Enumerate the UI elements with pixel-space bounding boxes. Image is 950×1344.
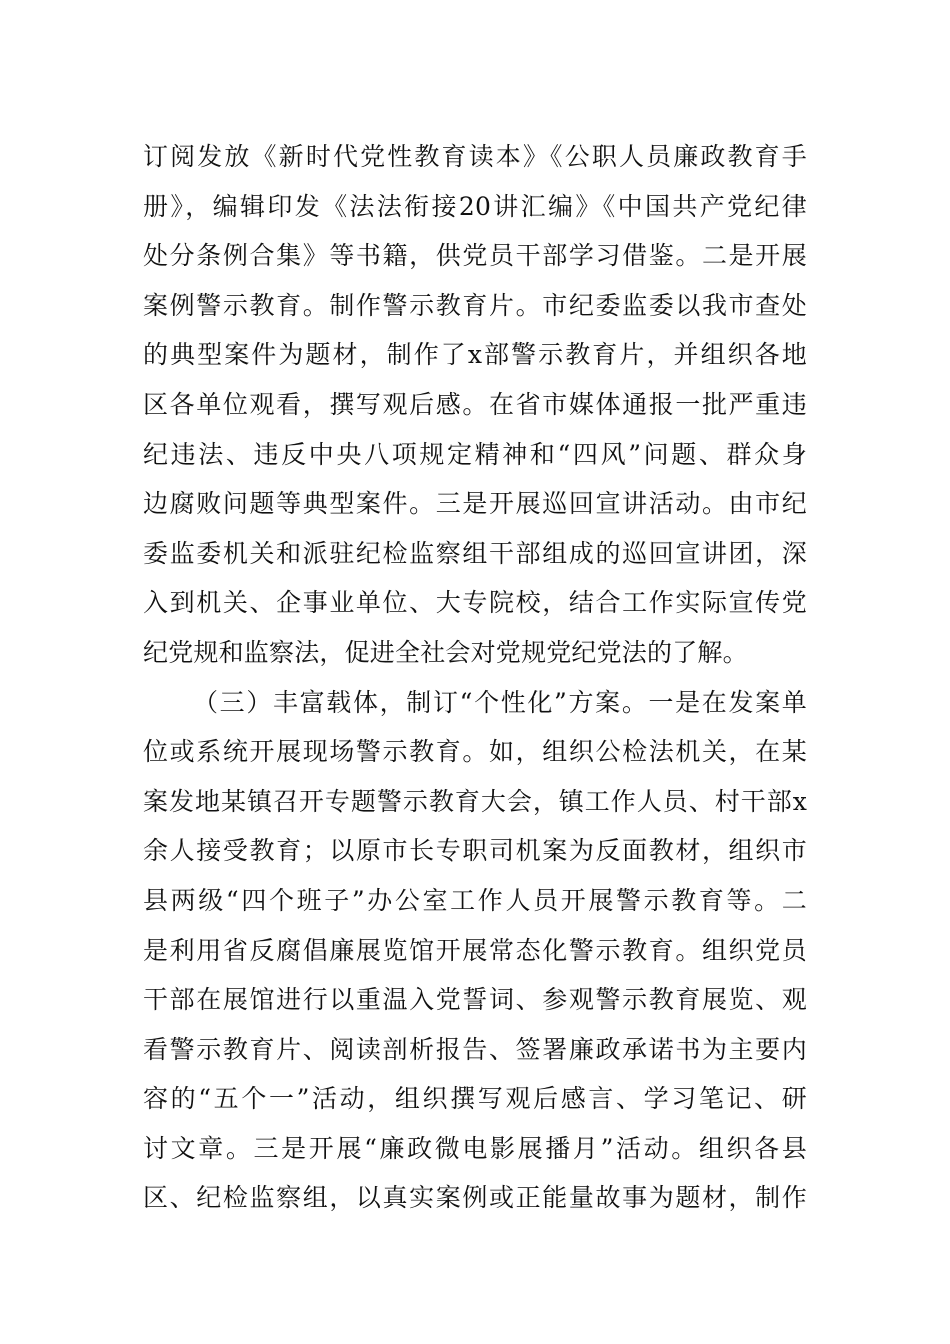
text-line: 订阅发放《新时代党性教育读本》《公职人员廉政教育手 [143,142,807,171]
text-line: 县两级“四个班子”办公室工作人员开展警示教育等。二 [143,885,807,915]
text-line: 案发地某镇召开专题警示教育大会，镇工作人员、村干部x [143,786,807,816]
text-line: 案例警示教育。制作警示教育片。市纪委监委以我市查处 [143,290,807,320]
text-line: 余人接受教育；以原市长专职司机案为反面教材，组织市 [143,836,807,866]
text-line: 处分条例合集》等书籍，供党员干部学习借鉴。二是开展 [143,241,807,271]
text-line: 容的“五个一”活动，组织撰写观后感言、学习笔记、研 [143,1084,807,1114]
text-line: 是利用省反腐倡廉展览馆开展常态化警示教育。组织党员 [143,935,807,965]
text-line: 区、纪检监察组，以真实案例或正能量故事为题材，制作 [143,1183,807,1213]
text-line: 的典型案件为题材，制作了x部警示教育片，并组织各地 [143,340,807,370]
text-line: 干部在展馆进行以重温入党誓词、参观警示教育展览、观 [143,985,807,1015]
text-line: 入到机关、企事业单位、大专院校，结合工作实际宣传党 [143,588,807,618]
text-line: 位或系统开展现场警示教育。如，组织公检法机关，在某 [143,737,807,767]
text-line: 看警示教育片、阅读剖析报告、签署廉政承诺书为主要内 [143,1034,807,1064]
text-line: （三）丰富载体，制订“个性化”方案。一是在发案单 [193,687,807,717]
text-line: 纪党规和监察法，促进全社会对党规党纪党法的了解。 [143,637,748,667]
text-line: 纪违法、违反中央八项规定精神和“四风”问题、群众身 [143,439,807,469]
text-line: 册》，编辑印发《法法衔接20讲汇编》《中国共产党纪律 [143,191,807,221]
text-line: 边腐败问题等典型案件。三是开展巡回宣讲活动。由市纪 [143,489,807,519]
text-line: 委监委机关和派驻纪检监察组干部组成的巡回宣讲团，深 [143,538,807,568]
text-line: 讨文章。三是开展“廉政微电影展播月”活动。组织各县 [143,1133,807,1163]
text-line: 区各单位观看，撰写观后感。在省市媒体通报一批严重违 [143,389,807,419]
document-body [143,132,807,1223]
